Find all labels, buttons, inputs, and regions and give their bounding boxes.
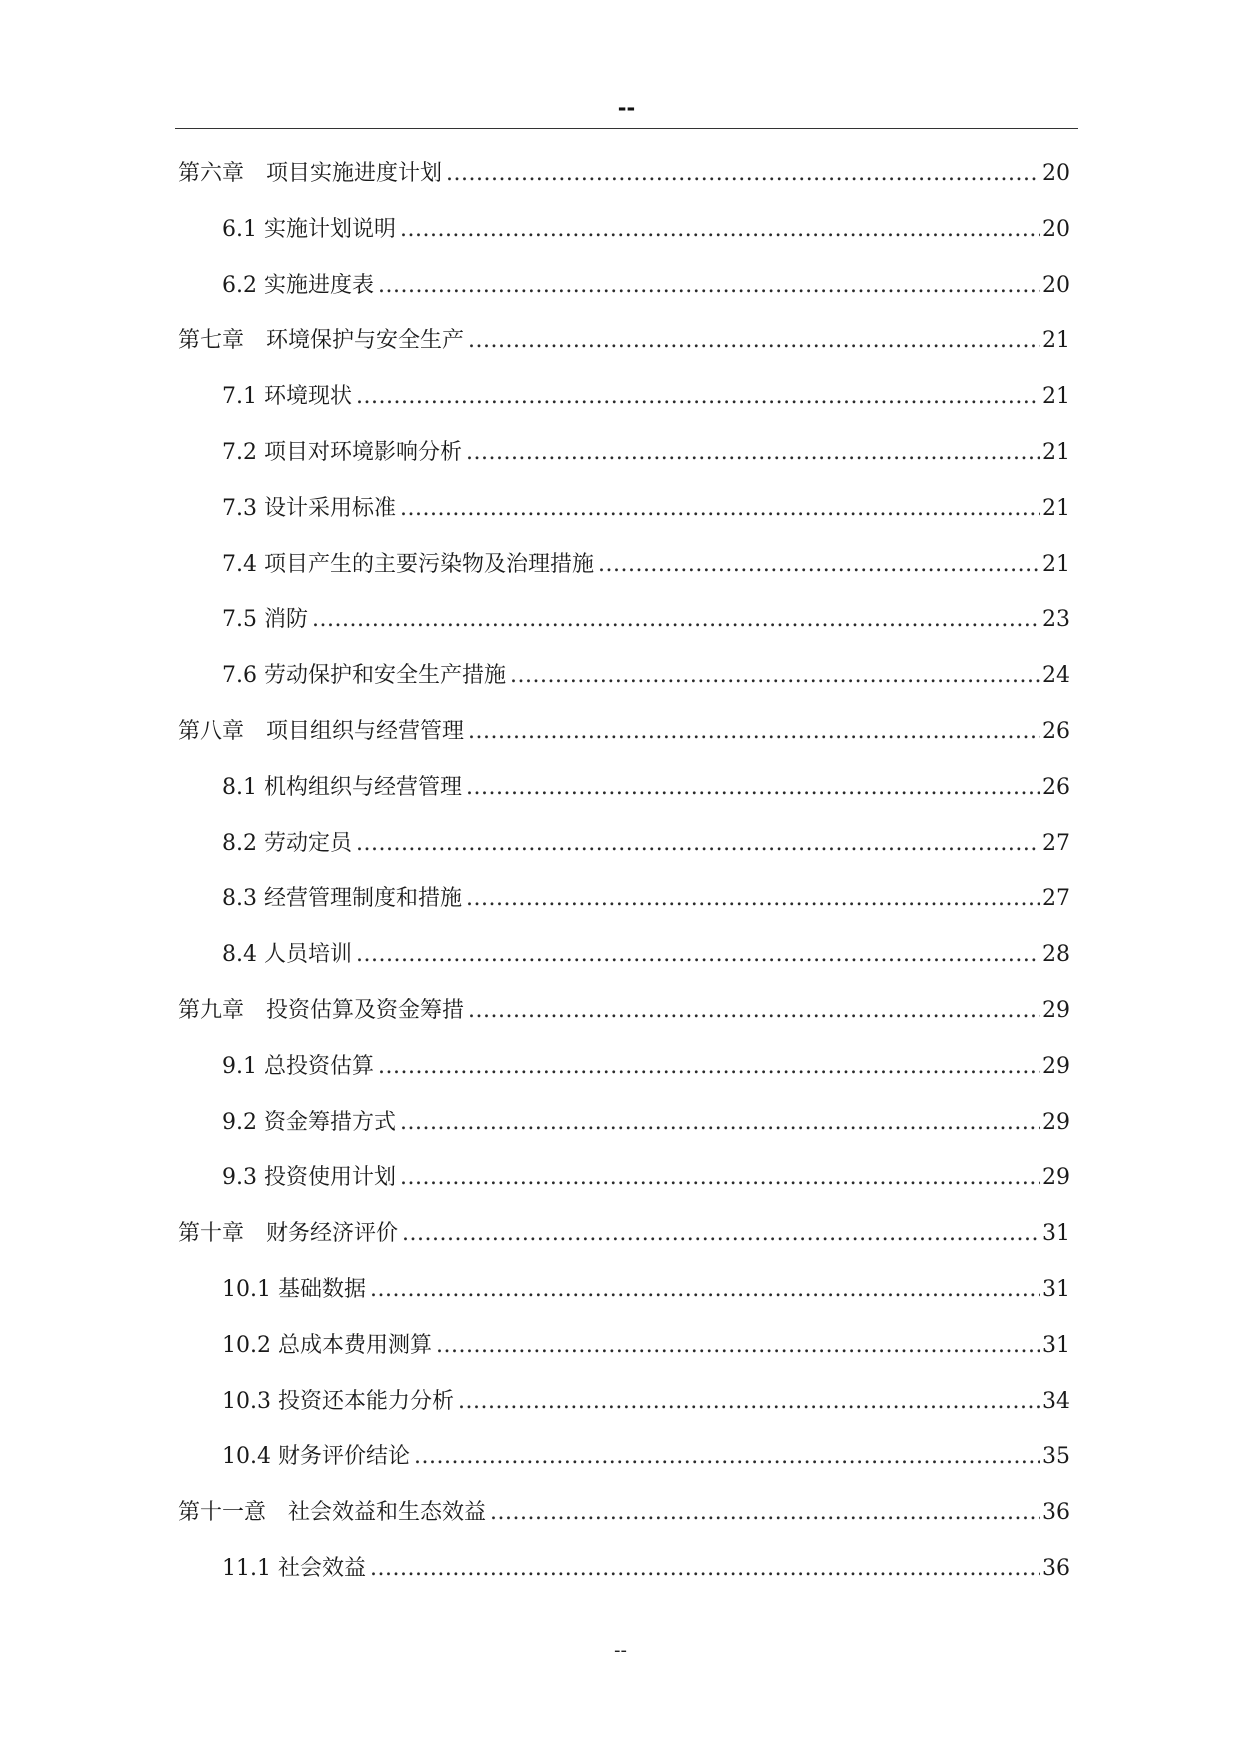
toc-dot-leader <box>436 1318 1040 1374</box>
toc-dot-leader <box>468 704 1040 760</box>
toc-entry-label: 第八章 项目组织与经营管理 <box>178 718 465 744</box>
toc-section-entry[interactable] <box>178 1429 1070 1485</box>
toc-page-number: 29 <box>1042 1165 1070 1191</box>
toc-entry-label: 7.4 项目产生的主要污染物及治理措施 <box>222 551 594 577</box>
toc-entry-label: 8.2 劳动定员 <box>222 830 352 856</box>
toc-dot-leader <box>400 202 1040 258</box>
toc-dot-leader <box>356 369 1040 425</box>
toc-section-entry[interactable] <box>178 760 1070 816</box>
toc-dot-leader <box>598 537 1040 593</box>
toc-entry-label: 第九章 投资估算及资金筹措 <box>178 997 465 1023</box>
toc-section-entry[interactable] <box>178 425 1070 481</box>
toc-dot-leader <box>466 871 1040 927</box>
toc-dot-leader <box>466 425 1040 481</box>
toc-section-entry[interactable] <box>178 202 1070 258</box>
toc-entry-label: 7.5 消防 <box>222 607 308 633</box>
toc-section-entry[interactable] <box>178 648 1070 704</box>
toc-entry-label: 9.1 总投资估算 <box>222 1053 374 1079</box>
toc-page-number: 21 <box>1042 384 1070 410</box>
toc-dot-leader <box>370 1541 1040 1597</box>
toc-section-entry[interactable] <box>178 369 1070 425</box>
toc-entry-label: 10.2 总成本费用测算 <box>222 1332 432 1358</box>
toc-dot-leader <box>356 927 1040 983</box>
toc-entry-label: 第十一意 社会效益和生态效益 <box>178 1500 487 1526</box>
toc-entry-label: 10.3 投资还本能力分析 <box>222 1388 454 1414</box>
toc-entry-label: 第十章 财务经济评价 <box>178 1221 399 1247</box>
toc-entry-label: 9.2 资金筹措方式 <box>222 1109 396 1135</box>
toc-dot-leader <box>370 1262 1040 1318</box>
toc-section-entry[interactable] <box>178 1095 1070 1151</box>
toc-dot-leader <box>312 592 1040 648</box>
toc-entry-label: 8.3 经营管理制度和措施 <box>222 886 462 912</box>
toc-dot-leader <box>468 983 1040 1039</box>
toc-entry-label: 第六章 项目实施进度计划 <box>178 161 443 186</box>
toc-dot-leader <box>400 1095 1040 1151</box>
toc-dot-leader <box>400 1150 1040 1206</box>
toc-page-number: 21 <box>1042 495 1070 521</box>
toc-chapter-entry[interactable] <box>178 704 1070 760</box>
toc-section-entry[interactable] <box>178 1039 1070 1095</box>
toc-entry-label: 7.3 设计采用标准 <box>222 495 396 521</box>
toc-entry-label: 8.1 机构组织与经营管理 <box>222 774 462 800</box>
toc-section-entry[interactable] <box>178 871 1070 927</box>
toc-dot-leader <box>402 1206 1040 1262</box>
toc-dot-leader <box>414 1429 1040 1485</box>
toc-entry-label: 10.4 财务评价结论 <box>222 1444 410 1470</box>
toc-chapter-entry[interactable] <box>178 1206 1070 1262</box>
toc-section-entry[interactable] <box>178 1318 1070 1374</box>
toc-page-number: 29 <box>1042 1053 1070 1079</box>
toc-entry-label: 10.1 基础数据 <box>222 1276 366 1302</box>
toc-dot-leader <box>356 816 1040 872</box>
toc-page-number: 27 <box>1042 830 1070 856</box>
toc-entry-label: 7.1 环境现状 <box>222 384 352 410</box>
toc-page-number: 24 <box>1042 663 1070 689</box>
toc-section-entry[interactable] <box>178 592 1070 648</box>
toc-section-entry[interactable] <box>178 1150 1070 1206</box>
toc-page-number: 31 <box>1042 1332 1070 1358</box>
toc-page-number: 31 <box>1042 1276 1070 1302</box>
toc-entry-label: 7.6 劳动保护和安全生产措施 <box>222 663 506 689</box>
toc-chapter-entry[interactable] <box>178 146 1070 202</box>
toc-dot-leader <box>458 1374 1040 1430</box>
toc-page-number: 34 <box>1042 1388 1070 1414</box>
toc-page-number: 26 <box>1042 774 1070 800</box>
toc-section-entry[interactable] <box>178 481 1070 537</box>
toc-page-number: 23 <box>1042 607 1070 633</box>
toc-entry-label: 9.3 投资使用计划 <box>222 1165 396 1191</box>
page-header <box>175 86 1078 129</box>
toc-entry-label: 11.1 社会效益 <box>222 1555 366 1581</box>
page-footer: -- <box>614 1640 627 1661</box>
table-of-contents <box>178 146 1070 1597</box>
toc-page-number: 20 <box>1042 161 1070 186</box>
toc-section-entry[interactable] <box>178 816 1070 872</box>
toc-section-entry[interactable] <box>178 1374 1070 1430</box>
toc-chapter-entry[interactable] <box>178 313 1070 369</box>
toc-page-number: 20 <box>1042 272 1070 298</box>
toc-page-number: 36 <box>1042 1555 1070 1581</box>
toc-page-number: 21 <box>1042 439 1070 465</box>
toc-section-entry[interactable] <box>178 1262 1070 1318</box>
toc-entry-label: 第七章 环境保护与安全生产 <box>178 328 465 354</box>
toc-dot-leader <box>466 760 1040 816</box>
toc-page-number: 29 <box>1042 1109 1070 1135</box>
toc-chapter-entry[interactable] <box>178 983 1070 1039</box>
toc-dot-leader <box>400 481 1040 537</box>
toc-page-number: 29 <box>1042 997 1070 1023</box>
toc-page-number: 21 <box>1042 551 1070 577</box>
toc-page-number: 27 <box>1042 886 1070 912</box>
toc-chapter-entry[interactable] <box>178 1485 1070 1541</box>
toc-entry-label: 6.1 实施计划说明 <box>222 216 396 242</box>
toc-page-number: 31 <box>1042 1221 1070 1247</box>
toc-dot-leader <box>468 313 1040 369</box>
toc-page-number: 35 <box>1042 1444 1070 1470</box>
toc-dot-leader <box>510 648 1040 704</box>
toc-entry-label: 7.2 项目对环境影响分析 <box>222 439 462 465</box>
toc-page-number: 21 <box>1042 328 1070 354</box>
toc-entry-label: 8.4 人员培训 <box>222 942 352 968</box>
toc-dot-leader <box>378 1039 1040 1095</box>
toc-dot-leader <box>378 258 1040 314</box>
toc-page-number: 28 <box>1042 942 1070 968</box>
toc-section-entry[interactable] <box>178 1541 1070 1597</box>
toc-page-number: 26 <box>1042 718 1070 744</box>
toc-page-number: 20 <box>1042 216 1070 242</box>
header-text: -- <box>617 96 636 120</box>
toc-section-entry[interactable] <box>178 537 1070 593</box>
toc-dot-leader <box>446 146 1040 202</box>
toc-section-entry[interactable] <box>178 927 1070 983</box>
toc-entry-label: 6.2 实施进度表 <box>222 272 374 298</box>
toc-dot-leader <box>490 1485 1040 1541</box>
toc-section-entry[interactable] <box>178 258 1070 314</box>
toc-page-number: 36 <box>1042 1500 1070 1526</box>
